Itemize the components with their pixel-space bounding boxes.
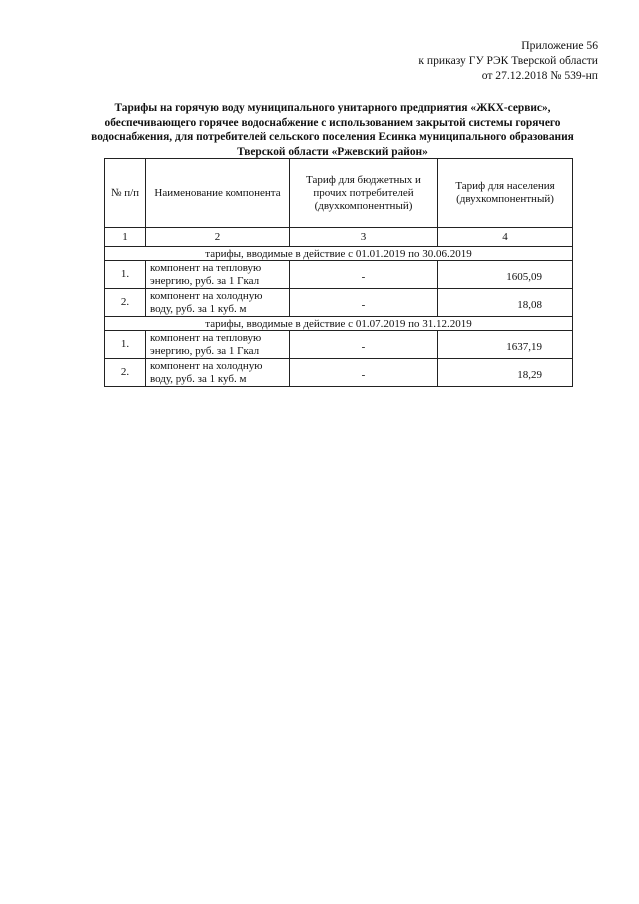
component-name: компонент на тепловую энергию, руб. за 1 Гкал: [146, 261, 290, 289]
header-budget-tariff: Тариф для бюджетных и прочих потребителей (двухкомпонентный): [290, 159, 438, 228]
table-row: [105, 359, 573, 387]
row-number: 2.: [105, 359, 146, 387]
population-tariff: 1605,09: [438, 261, 573, 289]
budget-tariff: -: [290, 261, 438, 289]
population-tariff: 1637,19: [438, 331, 573, 359]
row-number: 1.: [105, 331, 146, 359]
row-number: 2.: [105, 289, 146, 317]
component-name: компонент на тепловую энергию, руб. за 1 Гкал: [146, 331, 290, 359]
population-tariff: 18,29: [438, 359, 573, 387]
period-row: [105, 247, 573, 261]
period-row: [105, 317, 573, 331]
column-number: 2: [146, 228, 290, 247]
appendix-order-date: от 27.12.2018 № 539-нп: [481, 69, 598, 83]
appendix-header: [418, 38, 598, 84]
document-title: Тарифы на горячую воду муниципального унитарного предприятия «ЖКХ-сервис», обеспечивающего горячее водоснабжение с использованием закрытой системы горячего водоснабжения, для потребителей сельского поселения Есинка муниципального образования Тверской области «Ржевский район»: [91, 102, 574, 158]
tariff-table: [104, 158, 573, 387]
budget-tariff: -: [290, 359, 438, 387]
header-population-tariff: Тариф для населения (двухкомпонентный): [438, 159, 573, 228]
table-row: [105, 261, 573, 289]
row-number: 1.: [105, 261, 146, 289]
column-number: 4: [438, 228, 573, 247]
appendix-order-reference: к приказу ГУ РЭК Тверской области: [418, 54, 598, 68]
component-name: компонент на холодную воду, руб. за 1 куб. м: [146, 359, 290, 387]
table-header-row: [105, 159, 573, 228]
budget-tariff: -: [290, 331, 438, 359]
population-tariff: 18,08: [438, 289, 573, 317]
period-label: тарифы, вводимые в действие с 01.01.2019 по 30.06.2019: [105, 247, 573, 261]
budget-tariff: -: [290, 289, 438, 317]
table-row: [105, 331, 573, 359]
column-number: 3: [290, 228, 438, 247]
column-numbers-row: [105, 228, 573, 247]
table-row: [105, 289, 573, 317]
appendix-label: Приложение 56: [521, 39, 598, 52]
period-label: тарифы, вводимые в действие с 01.07.2019 по 31.12.2019: [105, 317, 573, 331]
header-component-name: Наименование компонента: [146, 159, 290, 228]
column-number: 1: [105, 228, 146, 247]
component-name: компонент на холодную воду, руб. за 1 куб. м: [146, 289, 290, 317]
header-number: № п/п: [105, 159, 146, 228]
